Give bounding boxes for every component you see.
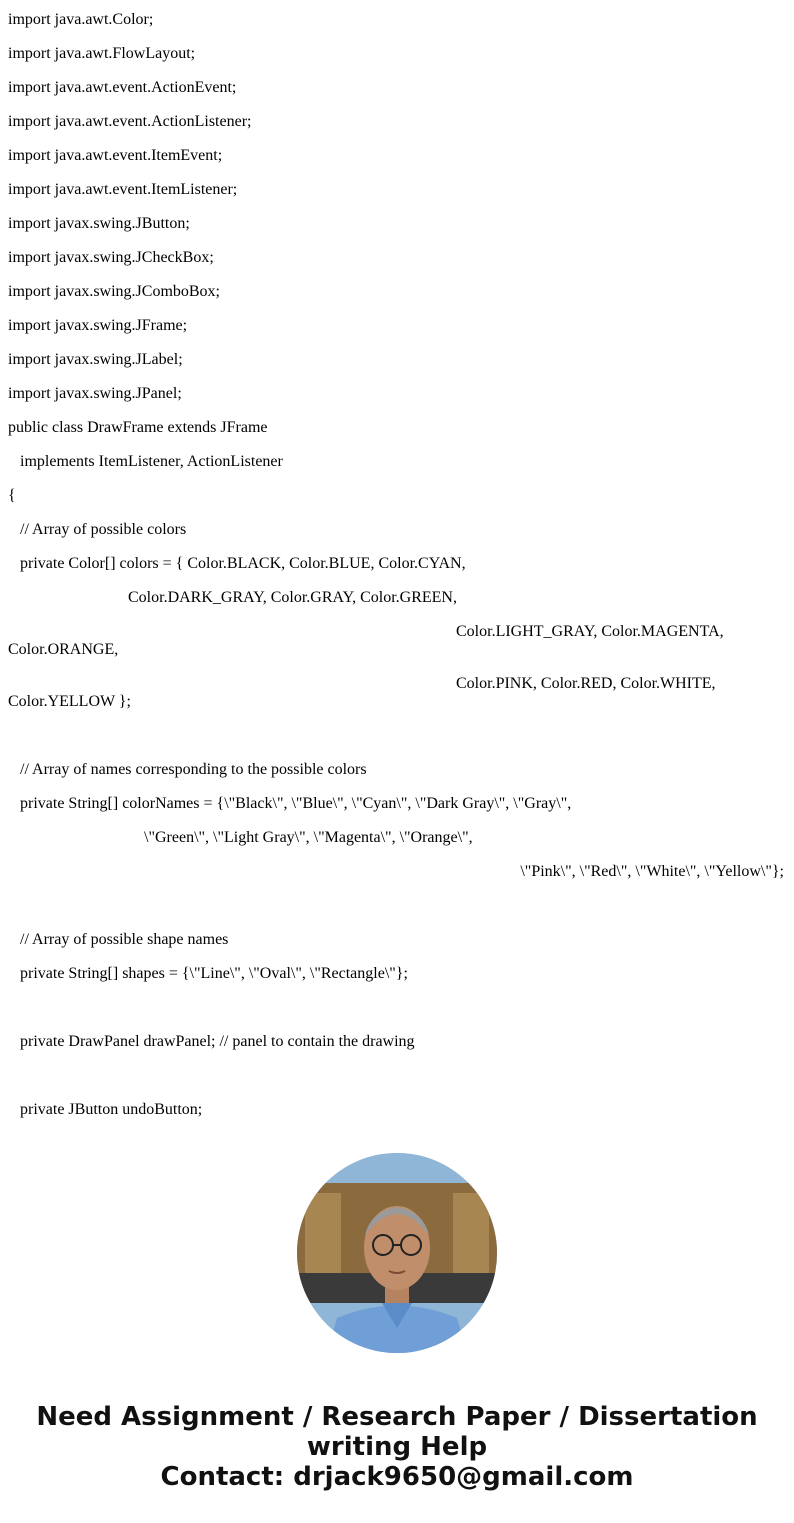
code-line: \"Pink\", \"Red\", \"White\", \"Yellow\"}; [520, 863, 784, 880]
code-line: Color.LIGHT_GRAY, Color.MAGENTA, Color.ORANGE, [8, 623, 724, 658]
code-line: import java.awt.FlowLayout; [8, 45, 196, 62]
code-line: // Array of names corresponding to the possible colors [20, 761, 367, 778]
code-line: import java.awt.event.ActionEvent; [8, 79, 237, 96]
code-line: import java.awt.event.ItemEvent; [8, 147, 223, 164]
code-line: private String[] colorNames = {\"Black\", \"Blue\", \"Cyan\", \"Dark Gray\", \"Gray\", [20, 795, 572, 812]
code-line: implements ItemListener, ActionListener [20, 453, 283, 470]
code-line: import java.awt.event.ItemListener; [8, 181, 238, 198]
code-line: Color.PINK, Color.RED, Color.WHITE, Color.YELLOW }; [8, 675, 716, 710]
code-line: import javax.swing.JButton; [8, 215, 190, 232]
code-line: import javax.swing.JLabel; [8, 351, 183, 368]
code-line: private JButton undoButton; [20, 1101, 203, 1118]
contact-email: Contact: drjack9650@gmail.com [160, 1462, 634, 1492]
avatar [297, 1153, 497, 1353]
code-line: private String[] shapes = {\"Line\", \"Oval\", \"Rectangle\"}; [20, 965, 408, 982]
code-line: // Array of possible shape names [20, 931, 229, 948]
code-line: // Array of possible colors [20, 521, 187, 538]
code-line: import javax.swing.JComboBox; [8, 283, 220, 300]
code-line: \"Green\", \"Light Gray\", \"Magenta\", \"Orange\", [144, 829, 473, 846]
code-line: private DrawPanel drawPanel; // panel to contain the drawing [20, 1033, 415, 1050]
code-line: import java.awt.Color; [8, 11, 154, 28]
person-photo-icon [297, 1153, 497, 1353]
code-line: import javax.swing.JPanel; [8, 385, 182, 402]
code-line: { [8, 487, 16, 504]
code-line: Color.DARK_GRAY, Color.GRAY, Color.GREEN, [128, 589, 457, 606]
code-line: public class DrawFrame extends JFrame [8, 419, 268, 436]
code-line: import java.awt.event.ActionListener; [8, 113, 252, 130]
code-line: private Color[] colors = { Color.BLACK, Color.BLUE, Color.CYAN, [20, 555, 466, 572]
code-line: import javax.swing.JCheckBox; [8, 249, 214, 266]
code-line: import javax.swing.JFrame; [8, 317, 188, 334]
help-heading: Need Assignment / Research Paper / Dissertation writing Help [36, 1402, 758, 1462]
contact-banner [0, 1402, 794, 1492]
